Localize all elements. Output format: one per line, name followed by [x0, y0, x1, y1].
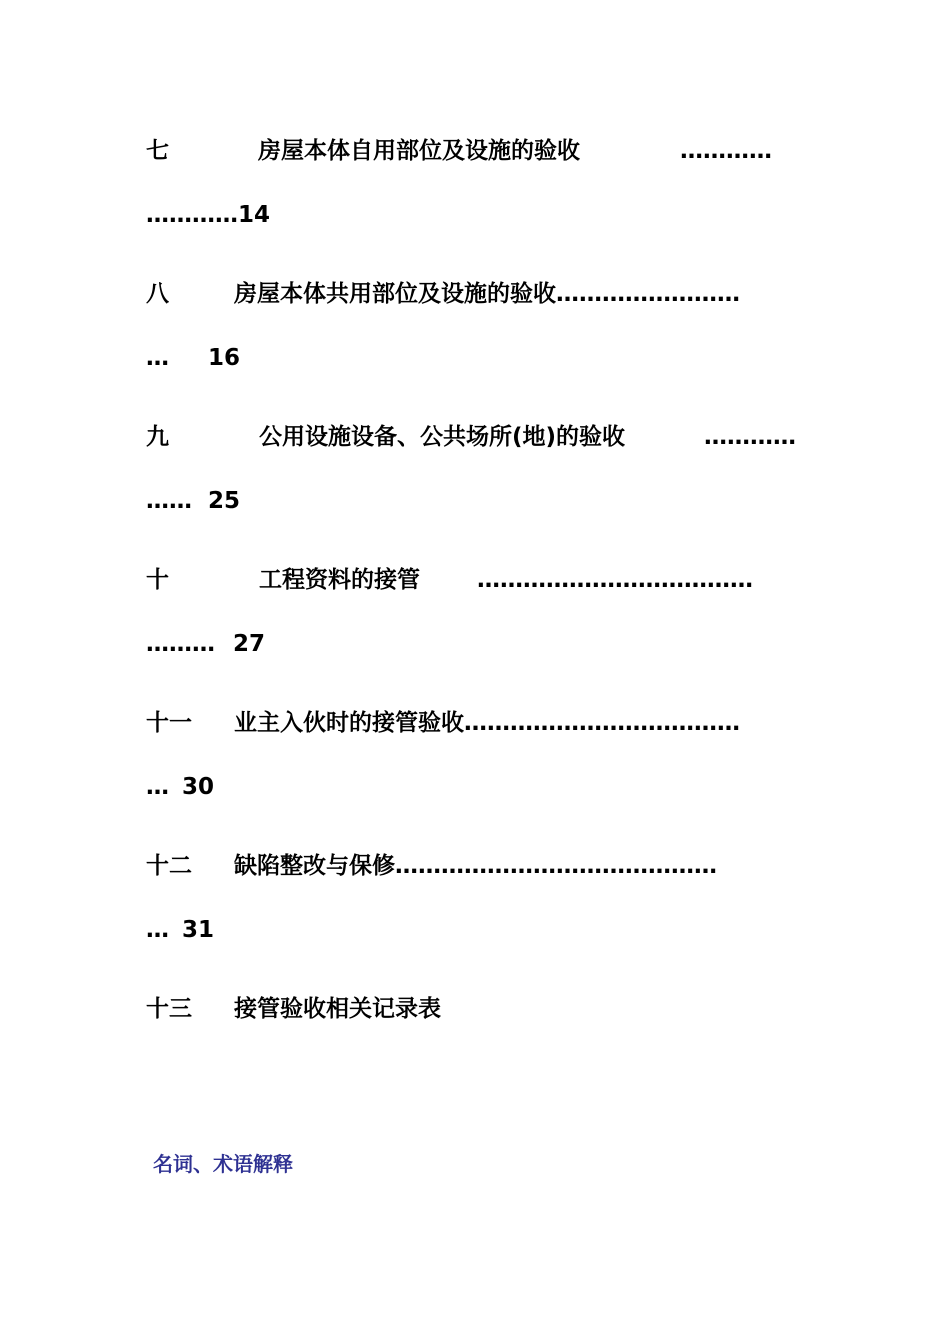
toc-entry-leader: ……	[146, 488, 192, 514]
toc-entry-leader: ………………………………	[477, 567, 753, 593]
toc-entry-leader: ………………………………	[464, 710, 740, 736]
toc-entry-number: 八	[146, 281, 169, 307]
toc-entry-page: 14	[238, 202, 271, 228]
toc-entry-number: 十	[146, 567, 169, 593]
toc-entry-leader: …………	[704, 424, 796, 450]
toc-entry-12-continued	[146, 915, 214, 945]
toc-entry-9	[146, 422, 796, 452]
toc-entry-title: 公用设施设备、公共场所(地)的验收	[259, 424, 626, 450]
toc-entry-title: 缺陷整改与保修	[234, 853, 395, 879]
toc-entry-leader: …………	[146, 202, 238, 228]
toc-entry-leader: ………	[146, 631, 215, 657]
toc-entry-title: 工程资料的接管	[259, 567, 420, 593]
toc-entry-leader: …	[146, 917, 169, 943]
toc-entry-page: 25	[208, 488, 241, 514]
toc-entry-title: 房屋本体自用部位及设施的验收	[258, 138, 580, 164]
toc-entry-title: 房屋本体共用部位及设施的验收	[234, 281, 556, 307]
glossary-heading: 名词、术语解释	[153, 1152, 293, 1176]
toc-entry-number: 九	[146, 424, 169, 450]
toc-entry-number: 十一	[146, 710, 192, 736]
toc-entry-11-continued	[146, 772, 214, 802]
toc-entry-8	[146, 279, 740, 309]
toc-entry-number: 十三	[146, 996, 192, 1022]
toc-entry-number: 十二	[146, 853, 192, 879]
toc-entry-page: 16	[208, 345, 241, 371]
toc-entry-9-continued	[146, 486, 240, 516]
toc-entry-title: 业主入伙时的接管验收	[234, 710, 464, 736]
toc-entry-title: 接管验收相关记录表	[234, 996, 441, 1022]
toc-entry-leader: …………	[680, 138, 772, 164]
toc-entry-leader: ……………………	[556, 281, 740, 307]
toc-entry-10-continued	[146, 629, 265, 659]
toc-entry-leader: ……………………………………	[395, 853, 717, 879]
toc-entry-11	[146, 708, 740, 738]
toc-entry-page: 27	[233, 631, 266, 657]
toc-entry-page: 31	[182, 917, 215, 943]
toc-entry-7	[146, 136, 772, 166]
toc-entry-7-continued	[146, 200, 270, 230]
toc-entry-leader: …	[146, 774, 169, 800]
toc-entry-8-continued	[146, 343, 240, 373]
toc-entry-page: 30	[182, 774, 215, 800]
toc-entry-13	[146, 994, 441, 1024]
toc-entry-10	[146, 565, 753, 595]
toc-entry-number: 七	[146, 138, 169, 164]
toc-entry-12	[146, 851, 717, 881]
toc-entry-leader: …	[146, 345, 169, 371]
